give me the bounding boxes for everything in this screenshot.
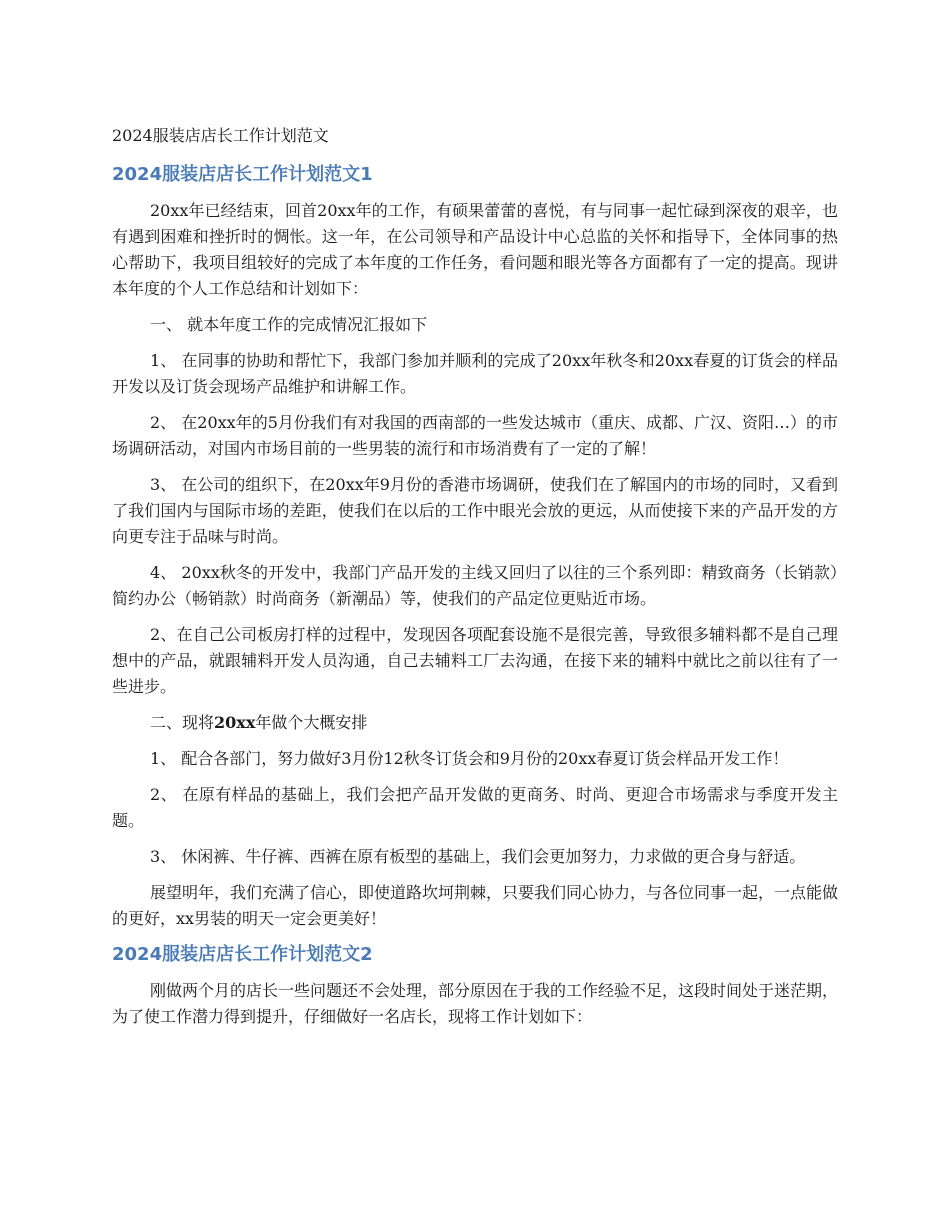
intro-paragraph: 20xx年已经结束，回首20xx年的工作，有硕果蕾蕾的喜悦，有与同事一起忙碌到深夜的艰辛，也有遇到困难和挫折时的惆怅。这一年，在公司领导和产品设计中心总监的关怀和指导下，全体同事的热心帮助下，我项目组较好的完成了本年度的工作任务，看问题和眼光等各方面都有了一定的提高。现讲本年度的个人工作总结和计划如下：	[112, 201, 838, 298]
summary-item-4: 4、 20xx秋冬的开发中，我部门产品开发的主线又回归了以往的三个系列即：精致商务（长销款）简约办公（畅销款）时尚商务（新潮品）等，使我们的产品定位更贴近市场。	[112, 563, 838, 608]
summary-item-1: 1、 在同事的协助和帮忙下，我部门参加并顺利的完成了20xx年秋冬和20xx春夏的订货会的样品开发以及订货会现场产品维护和讲解工作。	[112, 351, 838, 396]
plan-heading-suffix: 年做个大概安排	[255, 713, 368, 732]
summary-heading: 一、 就本年度工作的完成情况汇报如下	[150, 315, 428, 334]
section-2-paragraph: 刚做两个月的店长一些问题还不会处理，部分原因在于我的工作经验不足，这段时间处于迷茫期，为了使工作潜力得到提升，仔细做好一名店长，现将工作计划如下：	[112, 981, 839, 1026]
plan-item-1: 1、 配合各部门，努力做好3月份12秋冬订货会和9月份的20xx春夏订货会样品开发工作！	[150, 749, 789, 768]
outlook-paragraph: 展望明年，我们充满了信心，即使道路坎坷荆棘，只要我们同心协力，与各位同事一起，一点能做的更好，xx男装的明天一定会更美好！	[112, 883, 839, 928]
section-heading-2: 2024服装店店长工作计划范文2	[112, 944, 373, 965]
summary-item-2: 2、 在20xx年的5月份我们有对我国的西南部的一些发达城市（重庆、成都、广汉、资阳…）的市场调研活动，对国内市场目前的一些男装的流行和市场消费有了一定的了解！	[112, 413, 838, 458]
summary-item-3: 3、 在公司的组织下，在20xx年9月份的香港市场调研，使我们在了解国内的市场的同时，又看到了我们国内与国际市场的差距，使我们在以后的工作中眼光会放的更远，从而使接下来的产品开发的方向更专注于品味与时尚。	[112, 475, 838, 546]
plan-heading	[112, 710, 838, 736]
plan-item-2: 2、 在原有样品的基础上，我们会把产品开发做的更商务、时尚、更迎合市场需求与季度开发主题。	[112, 785, 838, 830]
document-page	[112, 124, 838, 1040]
plan-heading-year: 20xx	[214, 713, 256, 732]
section-heading-1: 2024服装店店长工作计划范文1	[112, 164, 373, 185]
plan-heading-prefix: 二、现将	[150, 713, 215, 732]
summary-item-5: 2、在自己公司板房打样的过程中，发现因各项配套设施不是很完善，导致很多辅料都不是自己理想中的产品，就跟辅料开发人员沟通，自己去辅料工厂去沟通，在接下来的辅料中就比之前以往有了一些进步。	[112, 625, 838, 696]
document-title: 2024服装店店长工作计划范文	[112, 126, 329, 145]
plan-item-3: 3、 休闲裤、牛仔裤、西裤在原有板型的基础上，我们会更加努力，力求做的更合身与舒适。	[150, 847, 806, 866]
